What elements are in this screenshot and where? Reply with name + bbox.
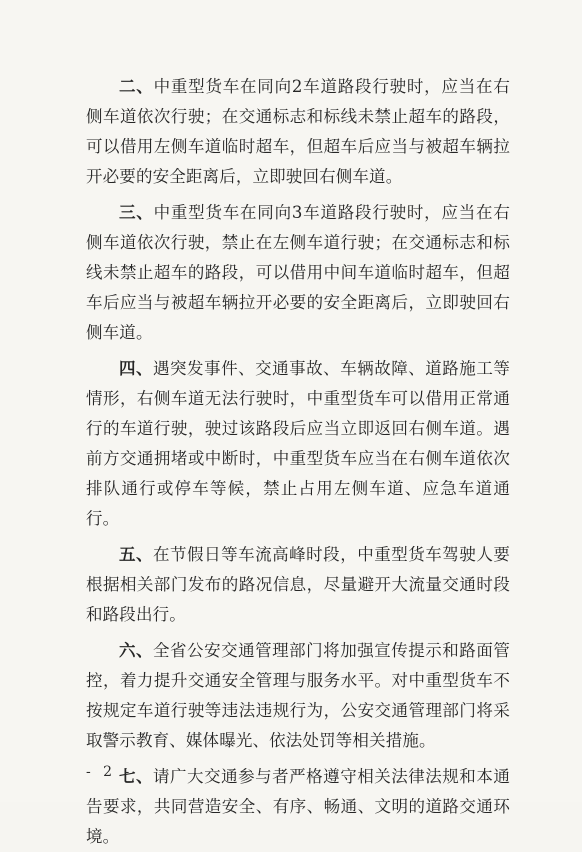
paragraph-5 — [86, 540, 510, 630]
paragraph-2-lead: 二、 — [119, 77, 154, 96]
paragraph-4-text: 遇突发事件、交通事故、车辆故障、道路施工等情形，右侧车道无法行驶时，中重型货车可以借用正常通行的车道行驶，驶过该路段后应当立即返回右侧车道。遇前方交通拥堵或中断时，中重型货车应当在右侧车道依次排队通行或停车等候，禁止占用左侧车道、应急车道通行。 — [86, 359, 510, 528]
paragraph-6-text: 全省公安交通管理部门将加强宣传提示和路面管控，着力提升交通安全管理与服务水平。对中重型货车不按规定车道行驶等违法违规行为，公安交通管理部门将采取警示教育、媒体曝光、依法处罚等相关措施。 — [86, 641, 510, 750]
paragraph-5-lead: 五、 — [119, 545, 154, 564]
paragraph-7-text: 请广大交通参与者严格遵守相关法律法规和本通告要求，共同营造安全、有序、畅通、文明的道路交通环境。 — [86, 767, 510, 846]
paragraph-6 — [86, 636, 510, 756]
paragraph-2-text: 中重型货车在同向2车道路段行驶时，应当在右侧车道依次行驶；在交通标志和标线未禁止超车的路段，可以借用左侧车道临时超车，但超车后应当与被超车辆拉开必要的安全距离后，立即驶回右侧车道。 — [86, 77, 510, 186]
paragraph-7 — [86, 762, 510, 852]
document-body — [86, 72, 510, 852]
page-number: - 2 - — [86, 764, 134, 780]
paragraph-3 — [86, 198, 510, 348]
paragraph-6-lead: 六、 — [119, 641, 154, 660]
paragraph-3-lead: 三、 — [119, 203, 154, 222]
paragraph-7-lead: 七、 — [119, 767, 154, 786]
paragraph-4 — [86, 354, 510, 534]
paragraph-3-text: 中重型货车在同向3车道路段行驶时，应当在右侧车道依次行驶，禁止在左侧车道行驶；在交通标志和标线未禁止超车的路段，可以借用中间车道临时超车，但超车后应当与被超车辆拉开必要的安全距离后，立即驶回右侧车道。 — [86, 203, 510, 342]
paragraph-4-lead: 四、 — [119, 359, 154, 378]
paragraph-2 — [86, 72, 510, 192]
paragraph-5-text: 在节假日等车流高峰时段，中重型货车驾驶人要根据相关部门发布的路况信息，尽量避开大流量交通时段和路段出行。 — [86, 545, 510, 624]
